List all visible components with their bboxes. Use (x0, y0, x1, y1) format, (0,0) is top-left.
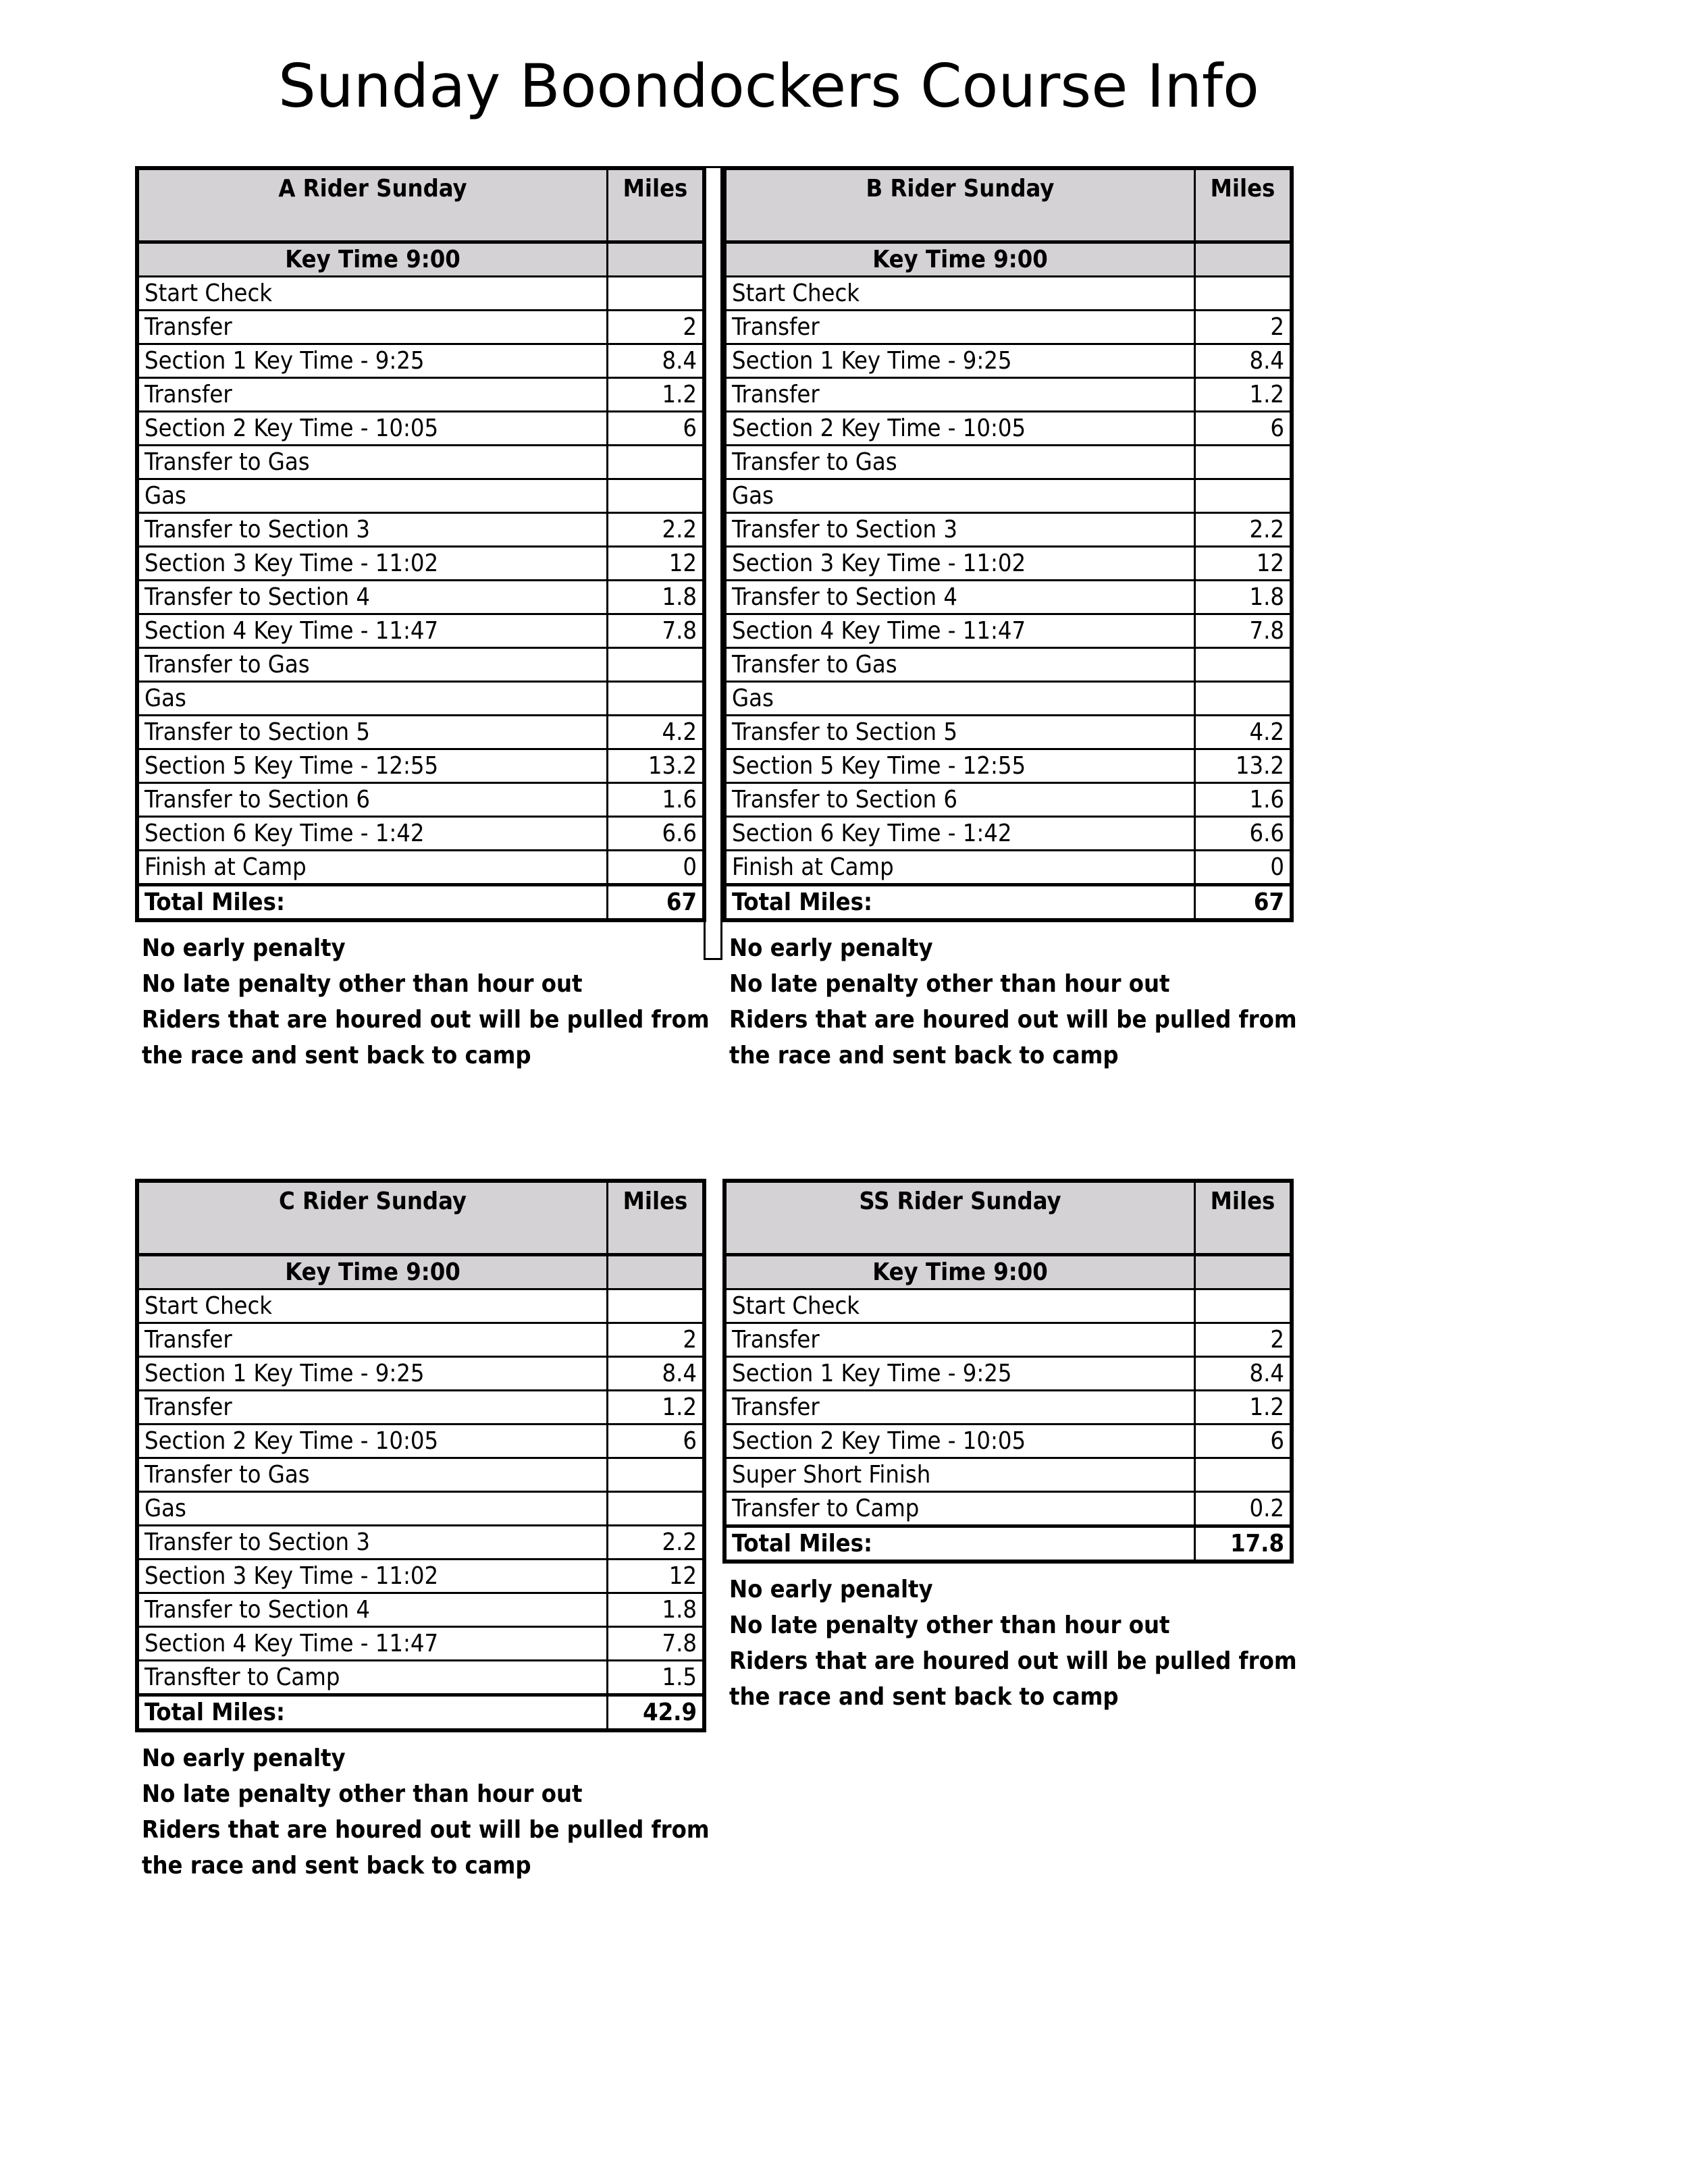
row-miles: 1.6 (607, 783, 704, 817)
table-row (724, 513, 1292, 547)
row-miles: 0.2 (1194, 1492, 1292, 1526)
table-row (724, 716, 1292, 749)
row-miles (607, 682, 704, 716)
table-row (724, 614, 1292, 648)
note-line: No early penalty (729, 1576, 933, 1603)
row-label: Section 1 Key Time - 9:25 (724, 344, 1194, 378)
row-label: Transfer to Gas (137, 648, 607, 682)
total-miles: 67 (607, 885, 704, 921)
table-row (137, 1391, 704, 1424)
table-row (724, 311, 1292, 344)
table-row (724, 749, 1292, 783)
column-spacer (704, 166, 722, 960)
note-line: the race and sent back to camp (729, 1683, 1119, 1711)
table-row (137, 378, 704, 412)
row-label: Transfer to Gas (137, 1458, 607, 1492)
total-miles: 67 (1194, 885, 1292, 921)
note-line: the race and sent back to camp (142, 1852, 531, 1880)
row-miles: 2.2 (607, 513, 704, 547)
course-table-c (135, 1179, 706, 1732)
table-row (137, 648, 704, 682)
table-row (724, 1289, 1292, 1323)
row-label: Section 6 Key Time - 1:42 (137, 817, 607, 851)
note-line: Riders that are houred out will be pulled from (142, 1816, 710, 1844)
total-label: Total Miles: (137, 885, 607, 921)
row-label: Start Check (137, 277, 607, 311)
note-line: No late penalty other than hour out (142, 1780, 583, 1808)
row-miles: 6.6 (1194, 817, 1292, 851)
table-row (724, 547, 1292, 581)
row-label: Gas (137, 682, 607, 716)
total-label: Total Miles: (724, 885, 1194, 921)
note-line: Riders that are houred out will be pulled from (142, 1006, 710, 1034)
miles-header: Miles (607, 168, 704, 242)
course-body (137, 168, 704, 920)
course-header: B Rider Sunday (724, 168, 1194, 242)
row-miles (607, 446, 704, 479)
row-label: Transfer (724, 378, 1194, 412)
row-miles: 12 (607, 547, 704, 581)
row-miles: 12 (607, 1560, 704, 1593)
course-header: SS Rider Sunday (724, 1181, 1194, 1255)
table-row (724, 277, 1292, 311)
table-row (137, 1661, 704, 1695)
table-row (137, 1560, 704, 1593)
table-row (137, 311, 704, 344)
row-label: Transfer to Section 3 (724, 513, 1194, 547)
table-row (137, 1458, 704, 1492)
course-header: C Rider Sunday (137, 1181, 607, 1255)
row-label: Transfer to Gas (137, 446, 607, 479)
row-miles (1194, 277, 1292, 311)
row-miles: 13.2 (607, 749, 704, 783)
row-label: Start Check (137, 1289, 607, 1323)
table-row (137, 446, 704, 479)
course-body (137, 1181, 704, 1730)
course-block-c (135, 1179, 710, 1884)
row-label: Transfer to Section 4 (137, 581, 607, 614)
table-row (137, 614, 704, 648)
row-label: Section 6 Key Time - 1:42 (724, 817, 1194, 851)
row-miles: 2.2 (607, 1526, 704, 1560)
table-row (724, 1458, 1292, 1492)
row-label: Transfer (724, 311, 1194, 344)
key-time-row (724, 1255, 1292, 1289)
row-label: Transfer to Gas (724, 446, 1194, 479)
total-row (137, 1695, 704, 1731)
total-miles: 17.8 (1194, 1526, 1292, 1562)
row-miles: 1.8 (607, 581, 704, 614)
course-table-b (722, 166, 1294, 922)
key-time-row (137, 242, 704, 277)
row-miles (1194, 1289, 1292, 1323)
row-label: Start Check (724, 277, 1194, 311)
note-line: No late penalty other than hour out (142, 970, 583, 998)
row-miles (607, 1289, 704, 1323)
row-label: Super Short Finish (724, 1458, 1194, 1492)
note-line: the race and sent back to camp (142, 1042, 531, 1069)
table-row (137, 1323, 704, 1357)
table-row (137, 851, 704, 885)
row-miles: 12 (1194, 547, 1292, 581)
row-miles (1194, 1458, 1292, 1492)
notes-a (142, 930, 710, 1073)
row-label: Transfer (724, 1391, 1194, 1424)
row-miles: 1.8 (607, 1593, 704, 1627)
row-label: Transfer to Section 5 (724, 716, 1194, 749)
row-label: Gas (724, 479, 1194, 513)
key-time: Key Time 9:00 (137, 242, 607, 277)
row-label: Start Check (724, 1289, 1194, 1323)
row-miles (1194, 479, 1292, 513)
row-label: Gas (137, 479, 607, 513)
key-time-miles (1194, 1255, 1292, 1289)
row-label: Transfer to Section 6 (137, 783, 607, 817)
row-label: Transfer to Camp (724, 1492, 1194, 1526)
row-miles: 2 (607, 311, 704, 344)
total-label: Total Miles: (137, 1695, 607, 1731)
total-label: Total Miles: (724, 1526, 1194, 1562)
row-label: Section 2 Key Time - 10:05 (137, 412, 607, 446)
row-label: Section 4 Key Time - 11:47 (137, 1627, 607, 1661)
table-row (724, 581, 1292, 614)
row-label: Section 1 Key Time - 9:25 (724, 1357, 1194, 1391)
row-miles: 8.4 (607, 344, 704, 378)
key-time-miles (607, 1255, 704, 1289)
table-row (724, 851, 1292, 885)
course-table-a (135, 166, 706, 922)
row-miles: 7.8 (607, 1627, 704, 1661)
table-row (137, 1593, 704, 1627)
row-label: Transfer (137, 311, 607, 344)
course-block-ss (722, 1179, 1297, 1715)
row-miles: 2 (607, 1323, 704, 1357)
row-miles: 6 (607, 1424, 704, 1458)
row-label: Transfer to Section 4 (137, 1593, 607, 1627)
row-label: Section 4 Key Time - 11:47 (724, 614, 1194, 648)
table-header-row (724, 168, 1292, 242)
table-row (724, 1424, 1292, 1458)
table-row (137, 783, 704, 817)
notes-c (142, 1740, 710, 1884)
miles-header: Miles (607, 1181, 704, 1255)
row-miles: 6.6 (607, 817, 704, 851)
row-miles (607, 479, 704, 513)
table-row (137, 716, 704, 749)
course-block-a (135, 166, 710, 1073)
row-miles (607, 1492, 704, 1526)
note-line: No early penalty (142, 1744, 346, 1772)
row-label: Gas (137, 1492, 607, 1526)
table-row (724, 1323, 1292, 1357)
row-miles: 1.2 (607, 1391, 704, 1424)
table-row (724, 682, 1292, 716)
table-row (137, 1357, 704, 1391)
row-label: Section 2 Key Time - 10:05 (724, 412, 1194, 446)
key-time: Key Time 9:00 (137, 1255, 607, 1289)
row-miles: 6 (607, 412, 704, 446)
row-miles (1194, 648, 1292, 682)
table-row (724, 479, 1292, 513)
table-row (137, 1424, 704, 1458)
course-table-ss (722, 1179, 1294, 1564)
table-row (137, 1289, 704, 1323)
table-row (137, 277, 704, 311)
table-row (137, 749, 704, 783)
row-label: Transfer to Section 3 (137, 513, 607, 547)
table-row (724, 446, 1292, 479)
notes-b (729, 930, 1297, 1073)
row-miles (1194, 446, 1292, 479)
total-row (724, 1526, 1292, 1562)
miles-header: Miles (1194, 1181, 1292, 1255)
row-miles: 6 (1194, 1424, 1292, 1458)
row-label: Section 2 Key Time - 10:05 (137, 1424, 607, 1458)
row-miles: 7.8 (1194, 614, 1292, 648)
miles-header: Miles (1194, 168, 1292, 242)
row-label: Section 4 Key Time - 11:47 (137, 614, 607, 648)
note-line: No late penalty other than hour out (729, 1612, 1170, 1639)
key-time-row (724, 242, 1292, 277)
row-label: Section 5 Key Time - 12:55 (137, 749, 607, 783)
table-row (724, 1492, 1292, 1526)
table-row (724, 378, 1292, 412)
row-label: Finish at Camp (137, 851, 607, 885)
table-row (137, 817, 704, 851)
table-row (724, 344, 1292, 378)
row-miles: 13.2 (1194, 749, 1292, 783)
row-miles: 1.5 (607, 1661, 704, 1695)
row-label: Gas (724, 682, 1194, 716)
row-label: Transfer (137, 1391, 607, 1424)
table-row (137, 344, 704, 378)
row-label: Transfer to Section 5 (137, 716, 607, 749)
table-row (137, 581, 704, 614)
table-row (137, 1627, 704, 1661)
row-miles: 8.4 (1194, 1357, 1292, 1391)
row-miles: 6 (1194, 412, 1292, 446)
total-miles: 42.9 (607, 1695, 704, 1731)
note-line: the race and sent back to camp (729, 1042, 1119, 1069)
table-row (137, 682, 704, 716)
row-miles: 1.6 (1194, 783, 1292, 817)
table-row (137, 412, 704, 446)
row-label: Finish at Camp (724, 851, 1194, 885)
row-label: Section 3 Key Time - 11:02 (137, 1560, 607, 1593)
row-miles: 8.4 (1194, 344, 1292, 378)
row-label: Section 1 Key Time - 9:25 (137, 344, 607, 378)
key-time-miles (1194, 242, 1292, 277)
row-label: Transfer (137, 378, 607, 412)
row-miles: 4.2 (607, 716, 704, 749)
row-miles: 1.2 (1194, 1391, 1292, 1424)
note-line: Riders that are houred out will be pulled from (729, 1647, 1297, 1675)
key-time-miles (607, 242, 704, 277)
note-line: No early penalty (142, 934, 346, 962)
row-label: Transfer to Section 4 (724, 581, 1194, 614)
row-label: Transfter to Camp (137, 1661, 607, 1695)
row-miles (1194, 682, 1292, 716)
notes-ss (729, 1572, 1297, 1715)
row-miles (607, 1458, 704, 1492)
note-line: No late penalty other than hour out (729, 970, 1170, 998)
table-row (724, 1357, 1292, 1391)
key-time-row (137, 1255, 704, 1289)
row-label: Transfer to Gas (724, 648, 1194, 682)
row-label: Transfer (137, 1323, 607, 1357)
table-row (724, 412, 1292, 446)
row-miles: 8.4 (607, 1357, 704, 1391)
course-body (724, 1181, 1292, 1562)
table-row (137, 1492, 704, 1526)
course-header: A Rider Sunday (137, 168, 607, 242)
total-row (724, 885, 1292, 921)
row-label: Transfer to Section 6 (724, 783, 1194, 817)
row-miles: 4.2 (1194, 716, 1292, 749)
key-time: Key Time 9:00 (724, 242, 1194, 277)
table-row (137, 479, 704, 513)
row-label: Section 1 Key Time - 9:25 (137, 1357, 607, 1391)
row-miles (607, 277, 704, 311)
table-header-row (137, 1181, 704, 1255)
row-miles: 1.8 (1194, 581, 1292, 614)
row-miles: 0 (607, 851, 704, 885)
table-row (724, 817, 1292, 851)
row-miles (607, 648, 704, 682)
table-row (724, 1391, 1292, 1424)
table-row (724, 648, 1292, 682)
row-miles: 2 (1194, 1323, 1292, 1357)
row-label: Section 3 Key Time - 11:02 (137, 547, 607, 581)
row-label: Section 5 Key Time - 12:55 (724, 749, 1194, 783)
row-miles: 2 (1194, 311, 1292, 344)
row-miles: 1.2 (1194, 378, 1292, 412)
row-label: Section 3 Key Time - 11:02 (724, 547, 1194, 581)
row-label: Transfer to Section 3 (137, 1526, 607, 1560)
key-time: Key Time 9:00 (724, 1255, 1194, 1289)
row-miles: 1.2 (607, 378, 704, 412)
row-miles: 7.8 (607, 614, 704, 648)
row-miles: 0 (1194, 851, 1292, 885)
row-label: Transfer (724, 1323, 1194, 1357)
table-row (137, 547, 704, 581)
table-header-row (137, 168, 704, 242)
page-title: Sunday Boondockers Course Info (278, 51, 1259, 121)
note-line: Riders that are houred out will be pulled from (729, 1006, 1297, 1034)
note-line: No early penalty (729, 934, 933, 962)
row-label: Section 2 Key Time - 10:05 (724, 1424, 1194, 1458)
course-block-b (722, 166, 1297, 1073)
table-row (724, 783, 1292, 817)
row-miles: 2.2 (1194, 513, 1292, 547)
table-header-row (724, 1181, 1292, 1255)
total-row (137, 885, 704, 921)
table-row (137, 1526, 704, 1560)
table-row (137, 513, 704, 547)
course-body (724, 168, 1292, 920)
